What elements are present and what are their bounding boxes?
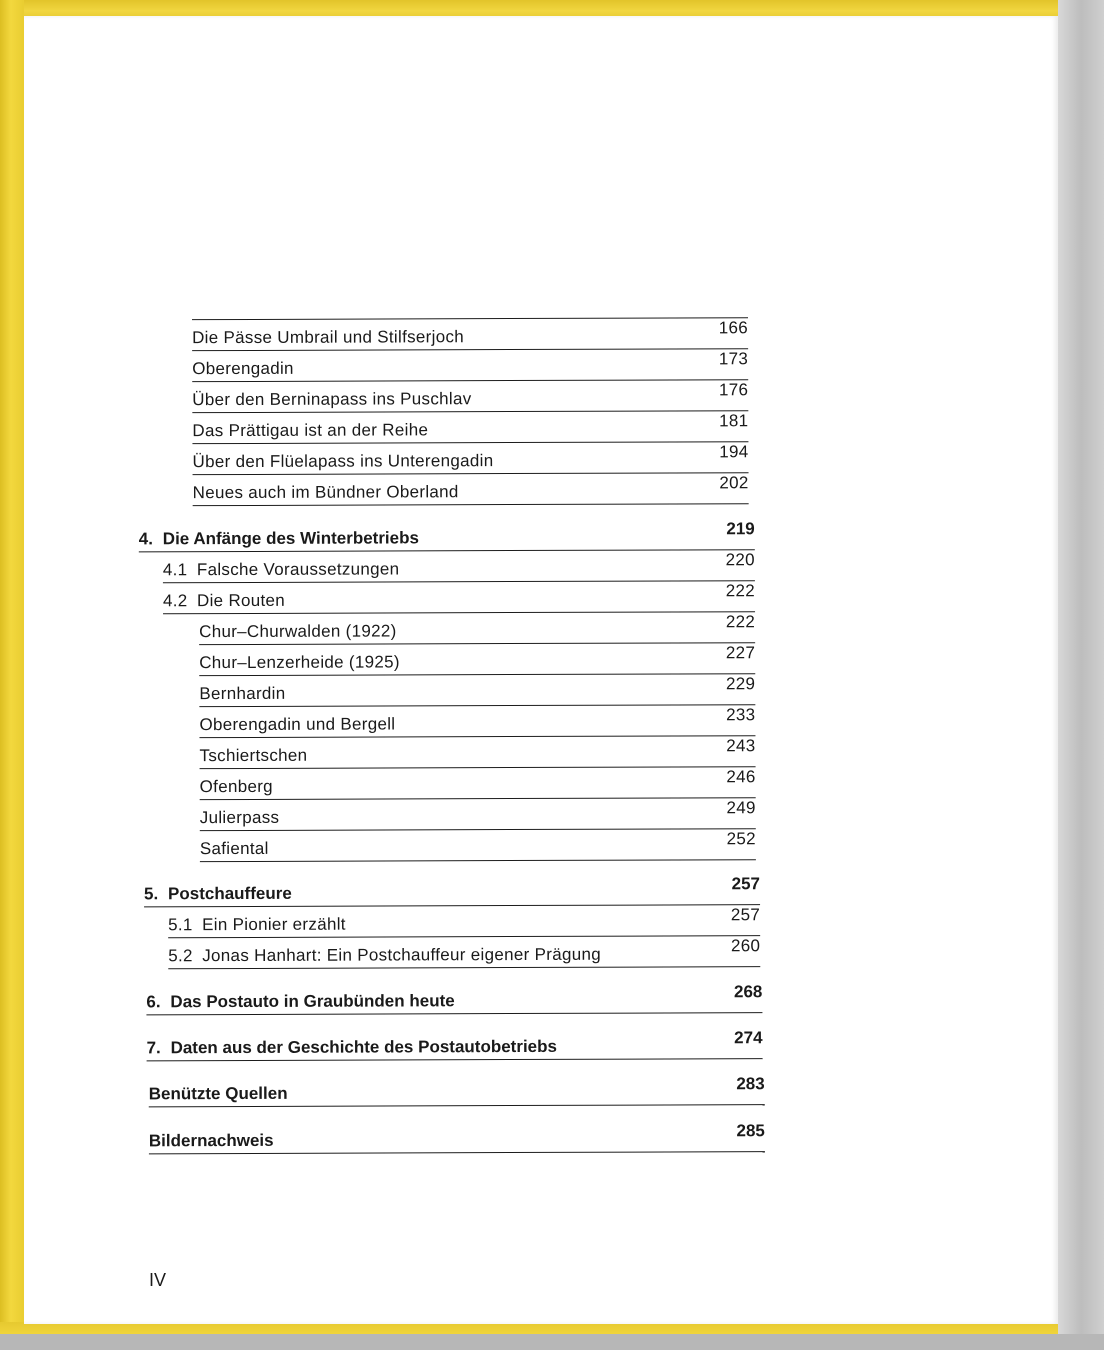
- toc-entry: [192, 442, 749, 475]
- toc-entry-title: Das Prättigau ist an der Reihe: [192, 420, 429, 441]
- chapter-title: Das Postauto in Graubünden heute: [170, 991, 455, 1012]
- toc-section-4-2: [162, 581, 755, 614]
- toc-route: [199, 643, 756, 676]
- picture-credits-title: Bildernachweis: [148, 1130, 274, 1151]
- chapter-page: 219: [726, 519, 755, 539]
- section-title: Die Routen: [196, 590, 286, 611]
- toc-entry-page: 173: [718, 349, 749, 369]
- chapter-number: 4.: [138, 529, 153, 549]
- route-page: 227: [725, 643, 756, 663]
- section-page: 222: [725, 581, 755, 601]
- toc-entry-title: Über den Berninapass ins Puschlav: [192, 389, 472, 410]
- toc-route: [199, 612, 756, 645]
- picture-credits-page: 285: [736, 1121, 765, 1141]
- toc-entry-title: Die Pässe Umbrail und Stilfserjoch: [192, 327, 465, 348]
- section-page: 260: [730, 936, 761, 956]
- route-title: Bernhardin: [199, 683, 286, 704]
- toc-entry-page: 194: [719, 442, 749, 462]
- section-page: 220: [725, 550, 755, 570]
- toc-entry: [192, 411, 749, 444]
- section-number: 4.2: [162, 591, 188, 611]
- toc-section-5-2: [168, 936, 761, 969]
- toc-entry: [192, 349, 749, 382]
- toc-picture-credits: [148, 1121, 765, 1154]
- chapter-title: Die Anfänge des Winterbetriebs: [162, 528, 419, 549]
- toc-entry: [192, 473, 749, 506]
- page-right-edge: [1058, 0, 1104, 1350]
- toc-entry-title: Über den Flüelapass ins Unterengadin: [192, 451, 494, 472]
- sources-title: Benützte Quellen: [148, 1083, 288, 1104]
- toc-chapter-4: [138, 519, 755, 552]
- chapter-number: 7.: [146, 1038, 161, 1058]
- toc-entry-page: 166: [718, 318, 749, 338]
- route-page: 252: [726, 829, 756, 849]
- toc-chapter-6: [146, 982, 763, 1015]
- scan-bottom-edge: [0, 1334, 1104, 1350]
- table-of-contents: [23, 14, 1062, 1326]
- toc-section-5-1: [168, 905, 761, 938]
- toc-chapter-5: [143, 874, 761, 907]
- route-title: Oberengadin und Bergell: [199, 714, 396, 735]
- chapter-page: 274: [734, 1028, 763, 1048]
- section-title: Jonas Hanhart: Ein Postchauffeur eigener Prägung: [202, 944, 601, 966]
- route-page: 243: [726, 736, 756, 756]
- toc-sources: [148, 1074, 765, 1107]
- top-rule: [192, 317, 748, 320]
- route-page: 233: [726, 705, 756, 725]
- route-page: 229: [725, 674, 756, 694]
- section-number: 5.2: [168, 946, 193, 966]
- toc-route: [199, 674, 756, 707]
- toc-entry-page: 202: [719, 473, 749, 493]
- book-cover-left-edge: [0, 0, 24, 1332]
- chapter-title: Postchauffeure: [167, 883, 292, 904]
- route-title: Safiental: [199, 838, 269, 859]
- route-page: 222: [725, 612, 756, 632]
- toc-route: [199, 705, 756, 738]
- route-title: Julierpass: [199, 807, 280, 828]
- route-page: 249: [726, 798, 756, 818]
- chapter-title: Daten aus der Geschichte des Postautobetriebs: [170, 1036, 557, 1058]
- section-title: Ein Pionier erzählt: [202, 914, 346, 935]
- chapter-page: 268: [733, 982, 763, 1002]
- toc-entry-title: Neues auch im Bündner Oberland: [192, 482, 459, 503]
- toc-entry: [192, 380, 749, 413]
- page-number: IV: [149, 1270, 167, 1290]
- route-title: Chur–Lenzerheide (1925): [199, 652, 400, 673]
- chapter-number: 6.: [146, 992, 161, 1012]
- sources-page: 283: [736, 1074, 765, 1094]
- toc-route: [199, 829, 756, 862]
- toc-route: [199, 798, 756, 831]
- route-page: 246: [726, 767, 756, 787]
- toc-entry-page: 181: [719, 411, 749, 431]
- chapter-number: 5.: [143, 884, 159, 904]
- toc-route: [199, 736, 756, 769]
- section-title: Falsche Voraussetzungen: [196, 559, 400, 580]
- toc-chapter-7: [146, 1028, 763, 1061]
- chapter-page: 257: [731, 874, 761, 894]
- book-page: [24, 16, 1058, 1324]
- toc-route: [199, 767, 756, 800]
- toc-entry-title: Oberengadin: [192, 358, 294, 379]
- route-title: Tschiertschen: [199, 745, 308, 766]
- toc-entry-page: 176: [718, 380, 749, 400]
- route-title: Ofenberg: [199, 776, 273, 797]
- route-title: Chur–Churwalden (1922): [199, 621, 397, 642]
- toc-entry: [192, 318, 749, 351]
- section-number: 5.1: [168, 915, 193, 935]
- section-page: 257: [730, 905, 761, 925]
- toc-section-4-1: [162, 550, 755, 583]
- section-number: 4.1: [162, 560, 188, 580]
